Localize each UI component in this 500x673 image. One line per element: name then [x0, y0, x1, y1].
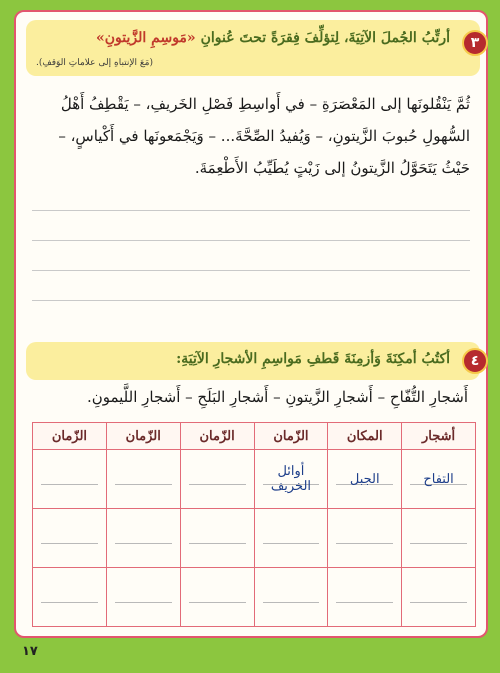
table-cell[interactable] — [254, 568, 328, 627]
seasons-table — [32, 422, 476, 627]
exercise-4-number-badge: ٤ — [462, 348, 488, 374]
cell-text: التفاح — [423, 471, 454, 487]
exercise-3-note: (مَعَ الإنتباهِ إلى علاماتِ الوَقفِ). — [36, 58, 153, 68]
exercise-3-title: «مَوسِمِ الزَّيتونِ» — [96, 30, 196, 46]
table-row — [33, 509, 476, 568]
table-cell[interactable] — [254, 509, 328, 568]
table-cell[interactable] — [33, 568, 107, 627]
column-header-time: الزّمان — [180, 423, 254, 450]
table-cell[interactable] — [328, 450, 402, 509]
writing-lines[interactable] — [32, 210, 470, 320]
table-cell[interactable] — [402, 509, 476, 568]
column-header-time: الزّمان — [106, 423, 180, 450]
column-header-time: الزّمان — [254, 423, 328, 450]
scrambled-sentences — [32, 88, 470, 184]
table-cell[interactable] — [106, 450, 180, 509]
cell-text: الجبل — [349, 471, 380, 487]
writing-line[interactable] — [32, 270, 470, 271]
table-cell[interactable] — [106, 509, 180, 568]
workbook-page — [14, 10, 488, 638]
table-row — [33, 568, 476, 627]
table-cell[interactable] — [33, 509, 107, 568]
sentence-line-1: ثُمَّ يَنْقُلونَها إلى المَعْصَرَةِ – في أَواسِطِ فَصْلِ الخَريفِ، – يَقْطِفُ أَهْلُ — [60, 95, 470, 113]
writing-line[interactable] — [32, 240, 470, 241]
column-header-trees: أشجار — [402, 423, 476, 450]
exercise-4-banner — [26, 342, 480, 380]
table-header-row — [33, 423, 476, 450]
sentence-line-3: حَيْثُ يَتَحَوَّلُ الزَّيتونُ إلى زَيْتٍ يُطَيِّبُ الأَطْعِمَةَ. — [194, 159, 470, 177]
trees-list: أَشجارِ التُّفّاحِ – أَشجارِ الزَّيتونِ – أَشجارِ البَلَحِ – أَشجارِ اللَّيمونِ. — [86, 388, 468, 406]
table-cell[interactable] — [402, 568, 476, 627]
exercise-4-instruction: أكتُبُ أمكِنَةَ وَأزمِنَةَ قَطفِ مَواسِمِ الأشجارِ الآتِيَةِ: — [176, 351, 450, 367]
table-row — [33, 450, 476, 509]
exercise-3-number-badge: ٣ — [462, 30, 488, 56]
table-cell[interactable] — [254, 450, 328, 509]
table-cell[interactable] — [180, 568, 254, 627]
sentence-line-2: السُّهولِ حُبوبَ الزَّيتونِ، – وَيُفيدُ الصِّحَّةَ... – وَيَجْمَعونَها في أَكْياسٍ، – — [58, 127, 470, 145]
writing-line[interactable] — [32, 300, 470, 301]
page-number: ١٧ — [22, 644, 38, 659]
column-header-place: المكان — [328, 423, 402, 450]
cell-text: أوائل الخريف — [270, 464, 312, 494]
table-cell[interactable] — [402, 450, 476, 509]
table-cell[interactable] — [106, 568, 180, 627]
column-header-time: الزّمان — [33, 423, 107, 450]
table-cell[interactable] — [33, 450, 107, 509]
table-cell[interactable] — [180, 509, 254, 568]
exercise-3-instruction — [96, 30, 450, 46]
table-cell[interactable] — [328, 568, 402, 627]
exercise-3-instruction-text: أرتِّبُ الجُملَ الآتِيَةَ، لِتؤلِّفَ فِقرَةً تحتَ عُنوانِ — [200, 30, 450, 46]
table-cell[interactable] — [328, 509, 402, 568]
exercise-3-banner — [26, 20, 480, 76]
table-cell[interactable] — [180, 450, 254, 509]
writing-line[interactable] — [32, 210, 470, 211]
